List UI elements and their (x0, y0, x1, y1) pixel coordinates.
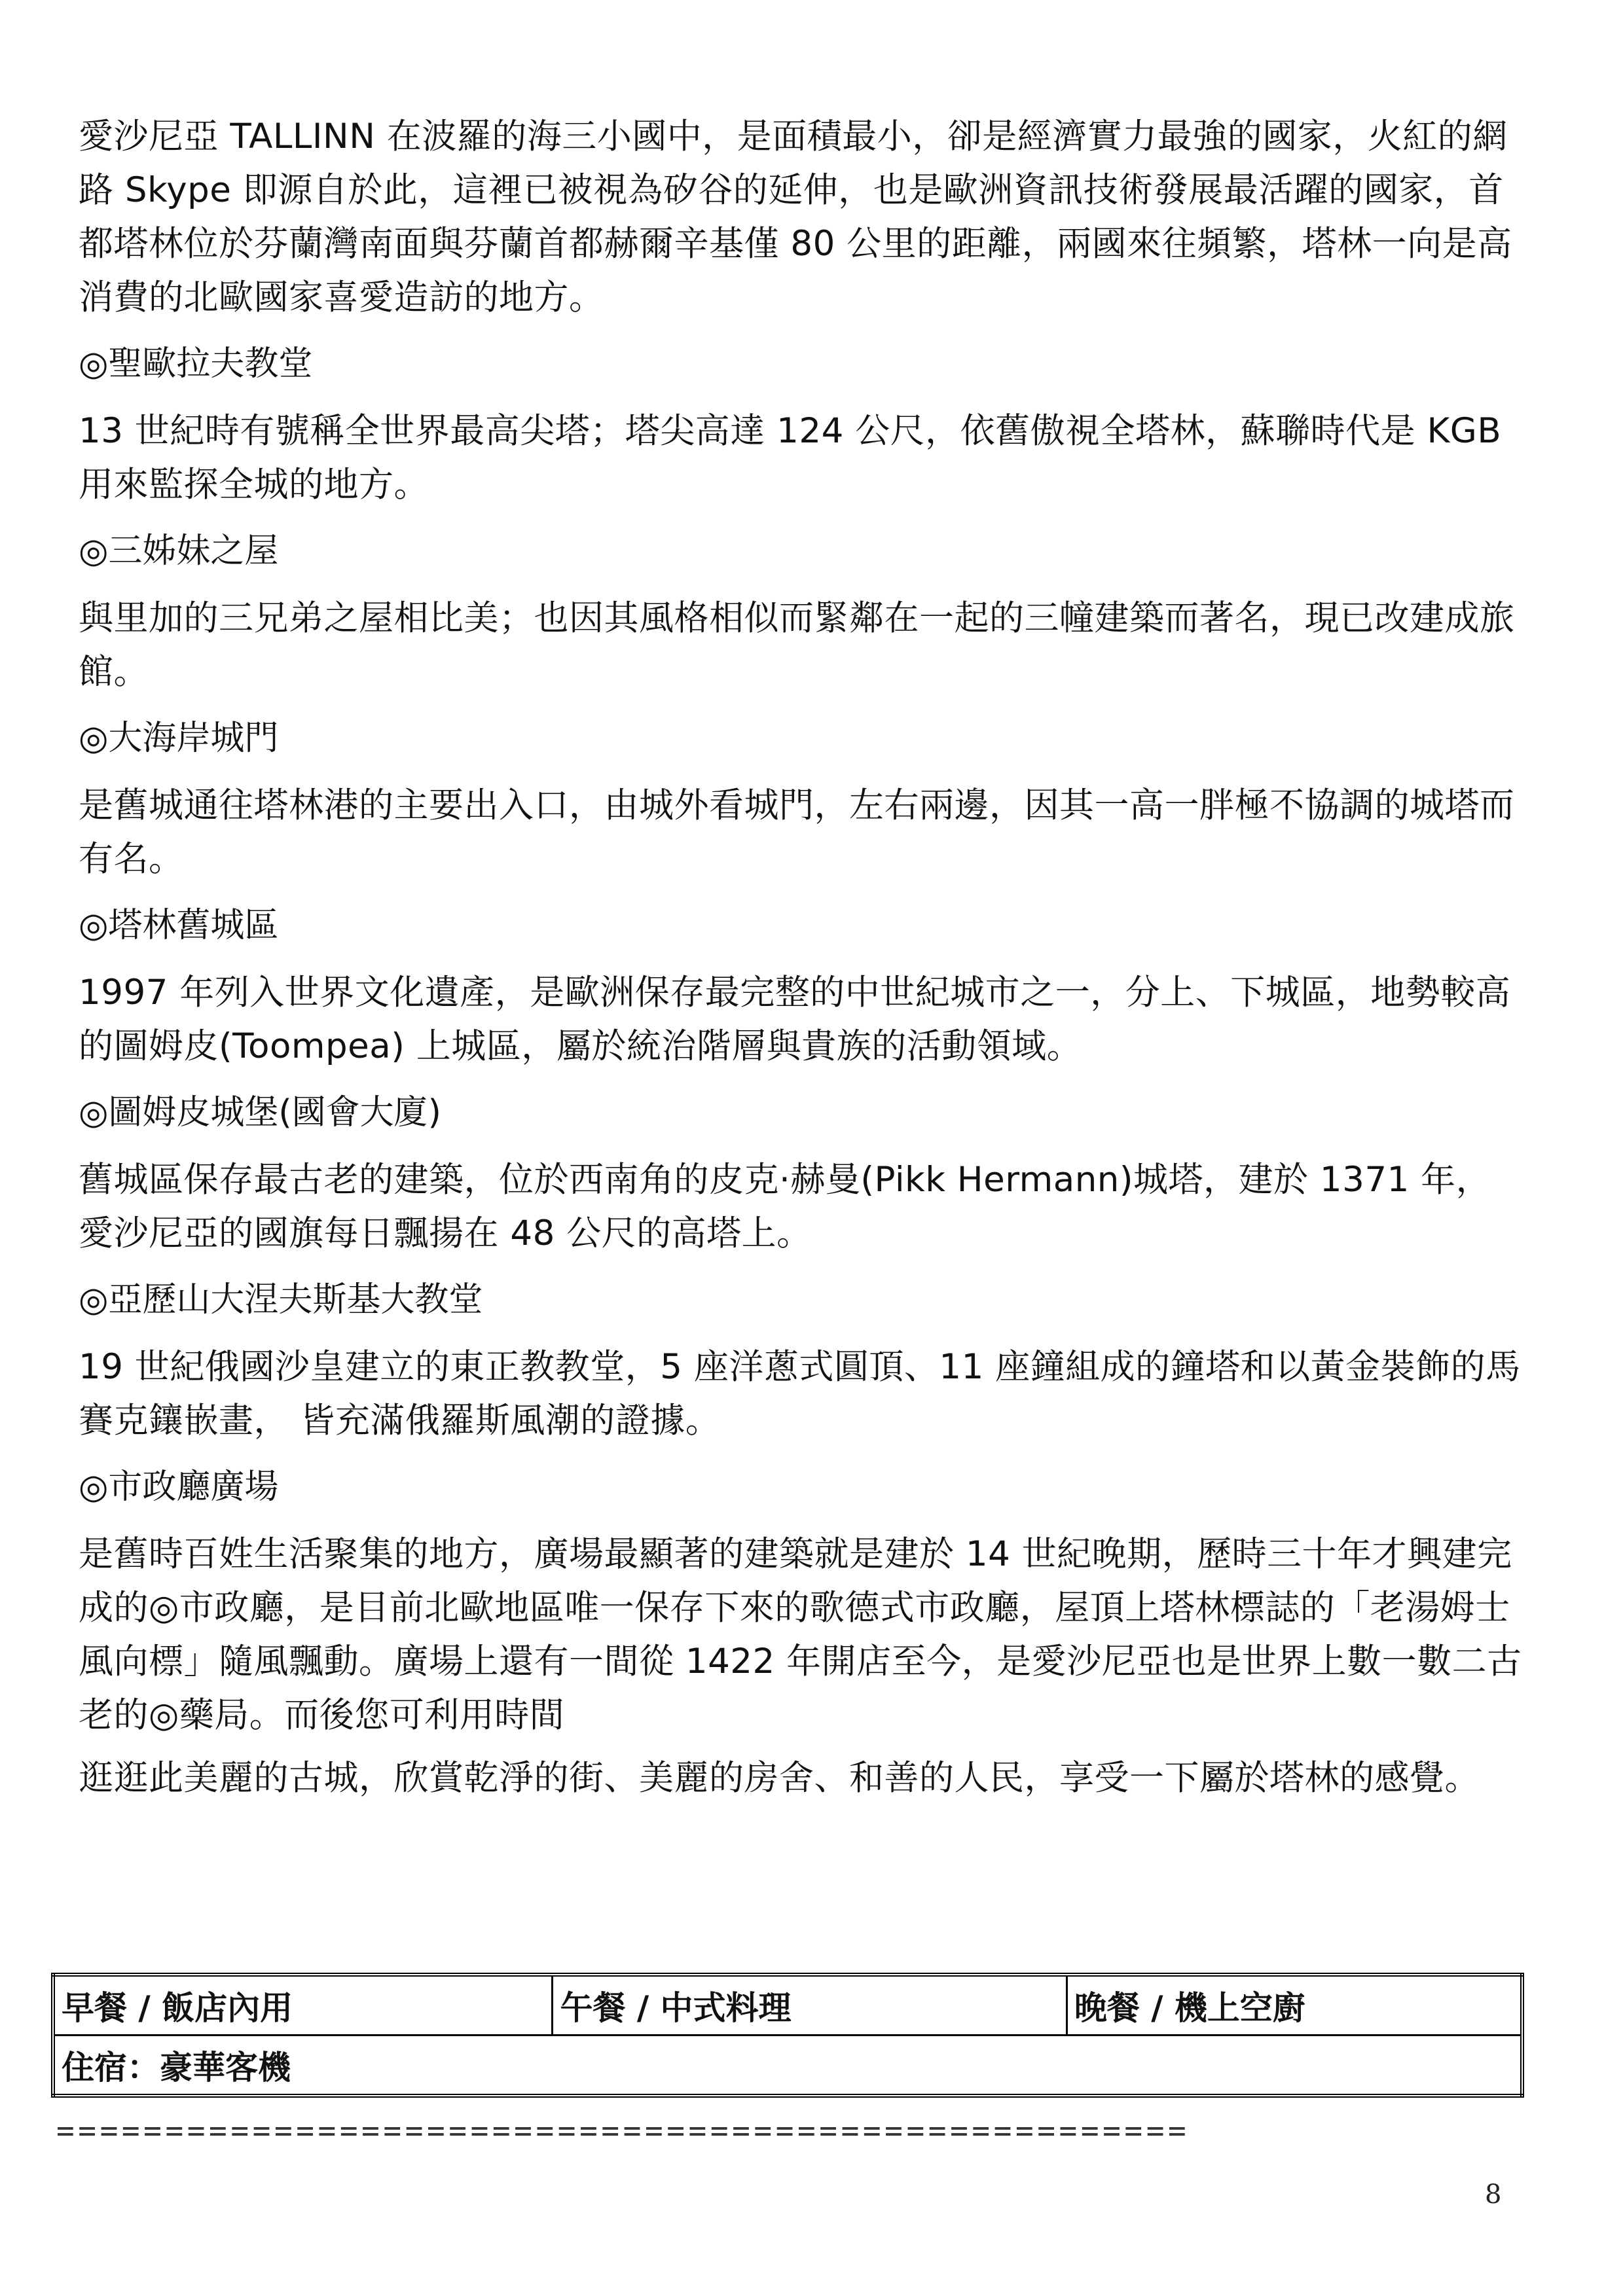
section-heading-great-coastal-gate: ◎大海岸城門 (79, 719, 279, 758)
section-heading-st-olaf: ◎聖歐拉夫教堂 (79, 344, 313, 384)
intro-paragraph: 愛沙尼亞 TALLINN 在波羅的海三小國中，是面積最小，卻是經濟實力最強的國家，火紅的網路 Skype 即源自於此，這裡已被視為矽谷的延伸，也是歐洲資訊技術發展最活躍的國家，首都塔林位於芬蘭灣南面與芬蘭首都赫爾辛基僅 80 公里的距離，兩國來往頻繁，塔林一向是高消費的北歐國家喜愛造訪的地方。 (79, 117, 1512, 317)
meal-table (51, 1973, 1524, 2098)
section-heading-toompea-castle: ◎圖姆皮城堡(國會大廈) (79, 1093, 441, 1132)
section-heading-three-sisters: ◎三姊妹之屋 (79, 531, 279, 571)
section-text-old-town: 1997 年列入世界文化遺產，是歐洲保存最完整的中世紀城市之一，分上、下城區，地勢較高的圖姆皮(Toompea) 上城區，屬於統治階層與貴族的活動領域。 (79, 973, 1511, 1066)
section-text-st-olaf: 13 世紀時有號稱全世界最高尖塔；塔尖高達 124 公尺，依舊傲視全塔林，蘇聯時代是 KGB 用來監探全城的地方。 (79, 411, 1502, 505)
section-text-three-sisters: 與里加的三兄弟之屋相比美；也因其風格相似而緊鄰在一起的三幢建築而著名，現已改建成旅館。 (79, 598, 1515, 692)
section-text-great-coastal-gate: 是舊城通往塔林港的主要出入口，由城外看城門，左右兩邊，因其一高一胖極不協調的城塔而有名。 (79, 785, 1515, 879)
section-heading-nevsky-cathedral: ◎亞歷山大涅夫斯基大教堂 (79, 1280, 483, 1319)
section-text-town-hall-square: 是舊時百姓生活聚集的地方，廣場最顯著的建築就是建於 14 世紀晚期，歷時三十年才興建完成的◎市政廳，是目前北歐地區唯一保存下來的歌德式市政廳，屋頂上塔林標誌的「老湯姆士風向標」隨風飄動。廣場上還有一間從 1422 年開店至今，是愛沙尼亞也是世界上數一數二古老的◎藥局。而後您可利用時間 (79, 1534, 1522, 1735)
lunch-cell: 午餐 / 中式料理 (553, 1975, 1067, 2036)
page-number: 8 (1485, 2179, 1502, 2210)
section-text-toompea-castle: 舊城區保存最古老的建築，位於西南角的皮克·赫曼(Pikk Hermann)城塔，建於 1371 年，愛沙尼亞的國旗每日飄揚在 48 公尺的高塔上。 (79, 1160, 1491, 1253)
dinner-cell: 晚餐 / 機上空廚 (1067, 1975, 1522, 2036)
lodging-cell: 住宿：豪華客機 (53, 2036, 1522, 2096)
section-heading-town-hall-square: ◎市政廳廣場 (79, 1467, 279, 1507)
document-body (79, 110, 1525, 1821)
breakfast-cell: 早餐 / 飯店內用 (53, 1975, 553, 2036)
lodging-row (53, 2036, 1522, 2096)
section-heading-old-town: ◎塔林舊城區 (79, 906, 279, 945)
separator-line: ==================================================== (56, 2113, 1190, 2148)
section-text-nevsky-cathedral: 19 世紀俄國沙皇建立的東正教教堂，5 座洋蔥式圓頂、11 座鐘組成的鐘塔和以黃金裝飾的馬賽克鑲嵌畫， 皆充滿俄羅斯風潮的證據。 (79, 1347, 1521, 1441)
meal-row (53, 1975, 1522, 2036)
closing-paragraph: 逛逛此美麗的古城，欣賞乾淨的街、美麗的房舍、和善的人民，享受一下屬於塔林的感覺。 (79, 1758, 1480, 1798)
